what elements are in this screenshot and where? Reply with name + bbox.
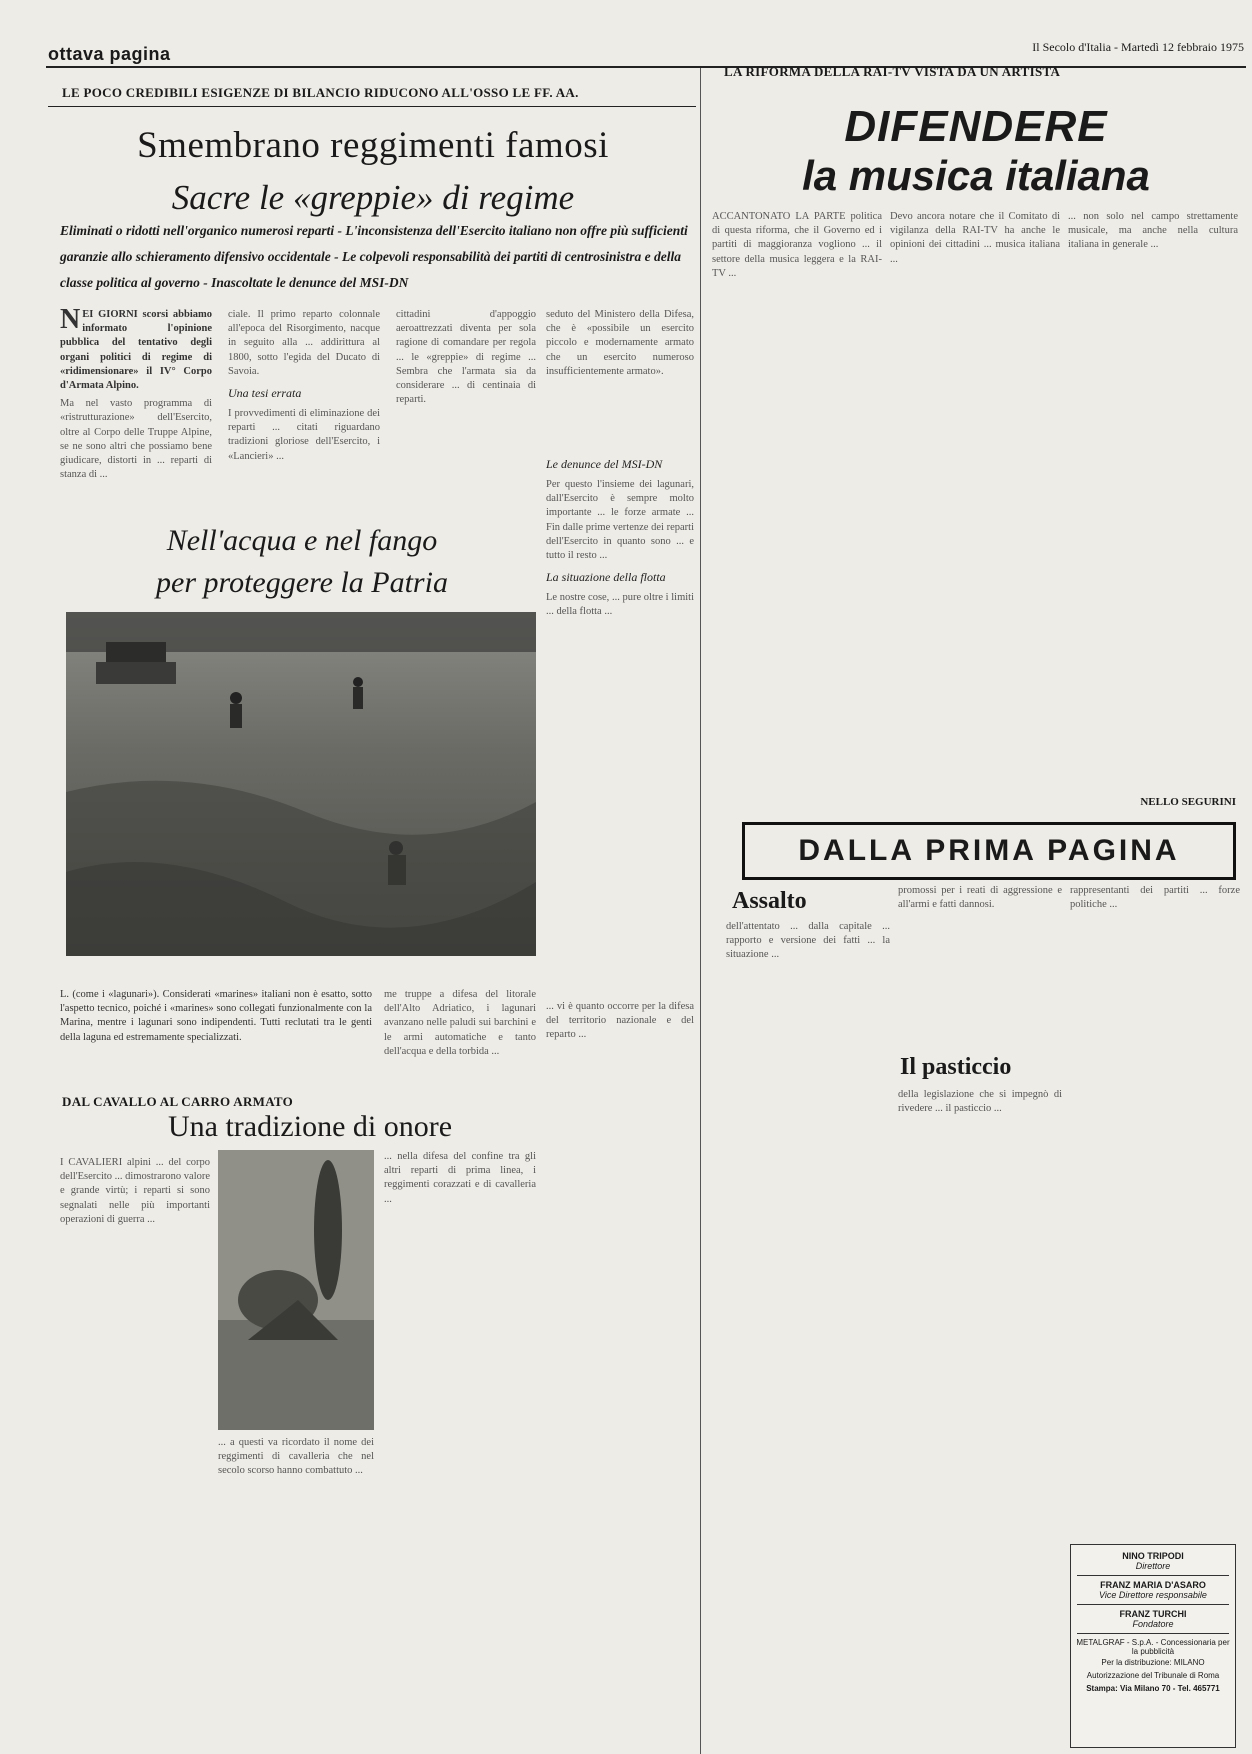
subhead-una-tesi: Una tesi errata	[228, 386, 302, 401]
tradition-photo	[218, 1150, 374, 1430]
founder-role: Fondatore	[1132, 1619, 1174, 1629]
section-label: ottava pagina	[48, 44, 171, 64]
signature: NELLO SEGURINI	[1140, 796, 1236, 808]
article-col-4: seduto del Ministero della Difesa, che è «possibile un esercito piccolo e modernamente armato che un esercito numeroso insufficientemente armato».	[546, 309, 694, 377]
distribution: Per la distribuzione: MILANO	[1101, 1658, 1205, 1667]
founder-name: FRANZ TURCHI	[1119, 1609, 1187, 1619]
caption-col-2: me truppe a difesa del litorale dell'Alto Adriatico, i lagunari avanzano nelle paludi sui barchini e le armi automatiche e tanto dell'acqua e della torbida ...	[384, 989, 536, 1057]
music-col-2: Devo ancora notare che il Comitato di vigilanza della RAI-TV ha anche le opinioni dei cittadini ... musica italiana ...	[890, 211, 1060, 265]
assalto-col-1: dell'attentato ... dalla capitale ... rapporto e versione dei fatti ... la situazione ...	[726, 921, 890, 961]
article-col-3: cittadini d'appoggio aeroattrezzati diventa per sola ragione di comandare per regola ... le «greppie» di regime ... Sembra che l'armata sia da considerare ... di centinaia di reparti.	[396, 309, 536, 406]
article-col-1: NEI GIORNI scorsi abbiamo informato l'opinione pubblica del tentativo degli organi politici di regime di «ridimensionare» il IV° Corpo d'Armata Alpino. Ma nel vasto programma di «ristrutturazione» dell'Esercito, oltre al Corpo delle Truppe Alpine, se ne sono altri che possiamo bene giudicare, distorti in ... reparti di stanza di ...	[60, 308, 212, 481]
pasticcio-col: della legislazione che si impegnò di rivedere ... il pasticcio ...	[898, 1089, 1062, 1115]
assalto-col-2: promossi per i reati di aggressione e all'armi e fatti dannosi.	[898, 885, 1062, 911]
photo-headline-line-1: Nell'acqua e nel fango	[166, 524, 438, 557]
concession: METALGRAF - S.p.A. - Concessionaria per la pubblicità	[1076, 1638, 1230, 1656]
registration: Autorizzazione del Tribunale di Roma	[1086, 1671, 1220, 1680]
dalla-prima-box	[742, 822, 1236, 880]
print-info: Stampa: Via Milano 70 - Tel. 465771	[1086, 1684, 1220, 1693]
article-col-6: ... vi è quanto occorre per la difesa del territorio nazionale e del reparto ...	[546, 1001, 694, 1041]
kicker-2: DAL CAVALLO AL CARRO ARMATO	[62, 1094, 294, 1109]
director-role: Direttore	[1135, 1561, 1171, 1571]
article-col-2: ciale. Il primo reparto colonnale all'epoca del Risorgimento, nacque in seguito alla ... addirittura al 1800, sotto l'egida del Ducato di Savoia. Una tesi errata I provvedimenti di eliminazione dei reparti ... citati riguardano tradizioni gloriose dell'Esercito, i «Lancieri» ...	[228, 309, 380, 462]
tradition-col-2: ... a questi va ricordato il nome dei reggimenti di cavalleria che nel secolo scorso hanno combattuto ...	[218, 1437, 374, 1477]
pasticcio-heading: Il pasticcio	[900, 1054, 1012, 1080]
soldiers-in-marsh-image	[66, 612, 536, 956]
article-col-5: Le denunce del MSI-DN Per questo l'insieme dei lagunari, dall'Esercito è sempre molto importante ... le forze armate ... Fin dalle prime vertenze dei reparti dell'Esercito in quanto sono ... e tutto il resto ... La situazione della flotta Le nostre cose, ... pure oltre i limiti ... della flotta ...	[546, 457, 694, 618]
photo-caption: L. (come i «lagunari»). Considerati «marines» italiani non è esatto, sotto l'aspetto tecnico, poiché i «marines» sono collegati funzionalmente con la Marina, mentre i lagunari sono indipendenti. Tutti reclutati tra le genti della laguna ed estremamente specializzati.	[60, 989, 372, 1043]
dateline: Il Secolo d'Italia - Martedì 12 febbraio 1975	[1032, 40, 1244, 54]
tradition-col-3: ... nella difesa del confine tra gli altri reparti di prima linea, i reggimenti corazzati e di cavalleria ...	[384, 1151, 536, 1205]
photo-headline-line-2: per proteggere la Patria	[156, 566, 448, 599]
subhead-denunce: Le denunce del MSI-DN	[546, 457, 663, 471]
music-col-1: ACCANTONATO LA PARTE politica di questa riforma, che il Governo ed i partiti di maggioranza vogliono ... il settore della musica leggera e la RAI-TV ...	[712, 211, 882, 279]
masthead-box	[1070, 1544, 1236, 1748]
drop-cap: N	[60, 308, 81, 335]
soldiers-photo	[66, 612, 536, 956]
left-deck: Eliminati o ridotti nell'organico numerosi reparti - L'inconsistenza dell'Esercito italiano non offre più sufficienti garanzie allo schieramento difensivo occidentale - Le colpevoli responsabilità dei partiti di centrosinistra e della classe politica al governo - Inascoltate le denunce del MSI-DN	[60, 223, 688, 290]
right-headline: DIFENDERE	[844, 102, 1108, 151]
left-kicker: LE POCO CREDIBILI ESIGENZE DI BILANCIO RIDUCONO ALL'OSSO LE FF. AA.	[62, 85, 579, 100]
trees-image	[218, 1150, 374, 1430]
right-kicker: LA RIFORMA DELLA RAI-TV VISTA DA UN ARTISTA	[724, 64, 1061, 79]
right-subheadline: la musica italiana	[802, 152, 1150, 199]
dalla-prima-title: DALLA PRIMA PAGINA	[798, 834, 1180, 867]
kicker-rule	[48, 106, 696, 107]
music-col-3: ... non solo nel campo strettamente musicale, ma anche nella cultura italiana in generale ...	[1068, 211, 1238, 251]
lead-paragraph: EI GIORNI scorsi abbiamo informato l'opinione pubblica del tentativo degli organi politici di regime di «ridimensionare» il IV° Corpo d'Armata Alpino.	[60, 309, 212, 392]
photo-headline	[60, 520, 544, 604]
assalto-heading: Assalto	[732, 888, 807, 914]
left-headline: Smembrano reggimenti famosi	[137, 125, 609, 166]
left-subheadline: Sacre le «greppie» di regime	[171, 178, 575, 217]
subhead-flotta: La situazione della flotta	[546, 570, 666, 585]
section-divider	[700, 68, 701, 1754]
tradition-col-1: I CAVALIERI alpini ... del corpo dell'Esercito ... dimostrarono valore e grande virtù; i reparti si sono segnalati nelle più importanti operazioni di guerra ...	[60, 1157, 210, 1225]
headline-2: Una tradizione di onore	[167, 1110, 453, 1143]
vice-role: Vice Direttore responsabile	[1099, 1590, 1207, 1600]
vice-name: FRANZ MARIA D'ASARO	[1100, 1580, 1206, 1590]
assalto-col-3: rappresentanti dei partiti ... forze politiche ...	[1070, 885, 1240, 911]
director-name: NINO TRIPODI	[1122, 1551, 1184, 1561]
